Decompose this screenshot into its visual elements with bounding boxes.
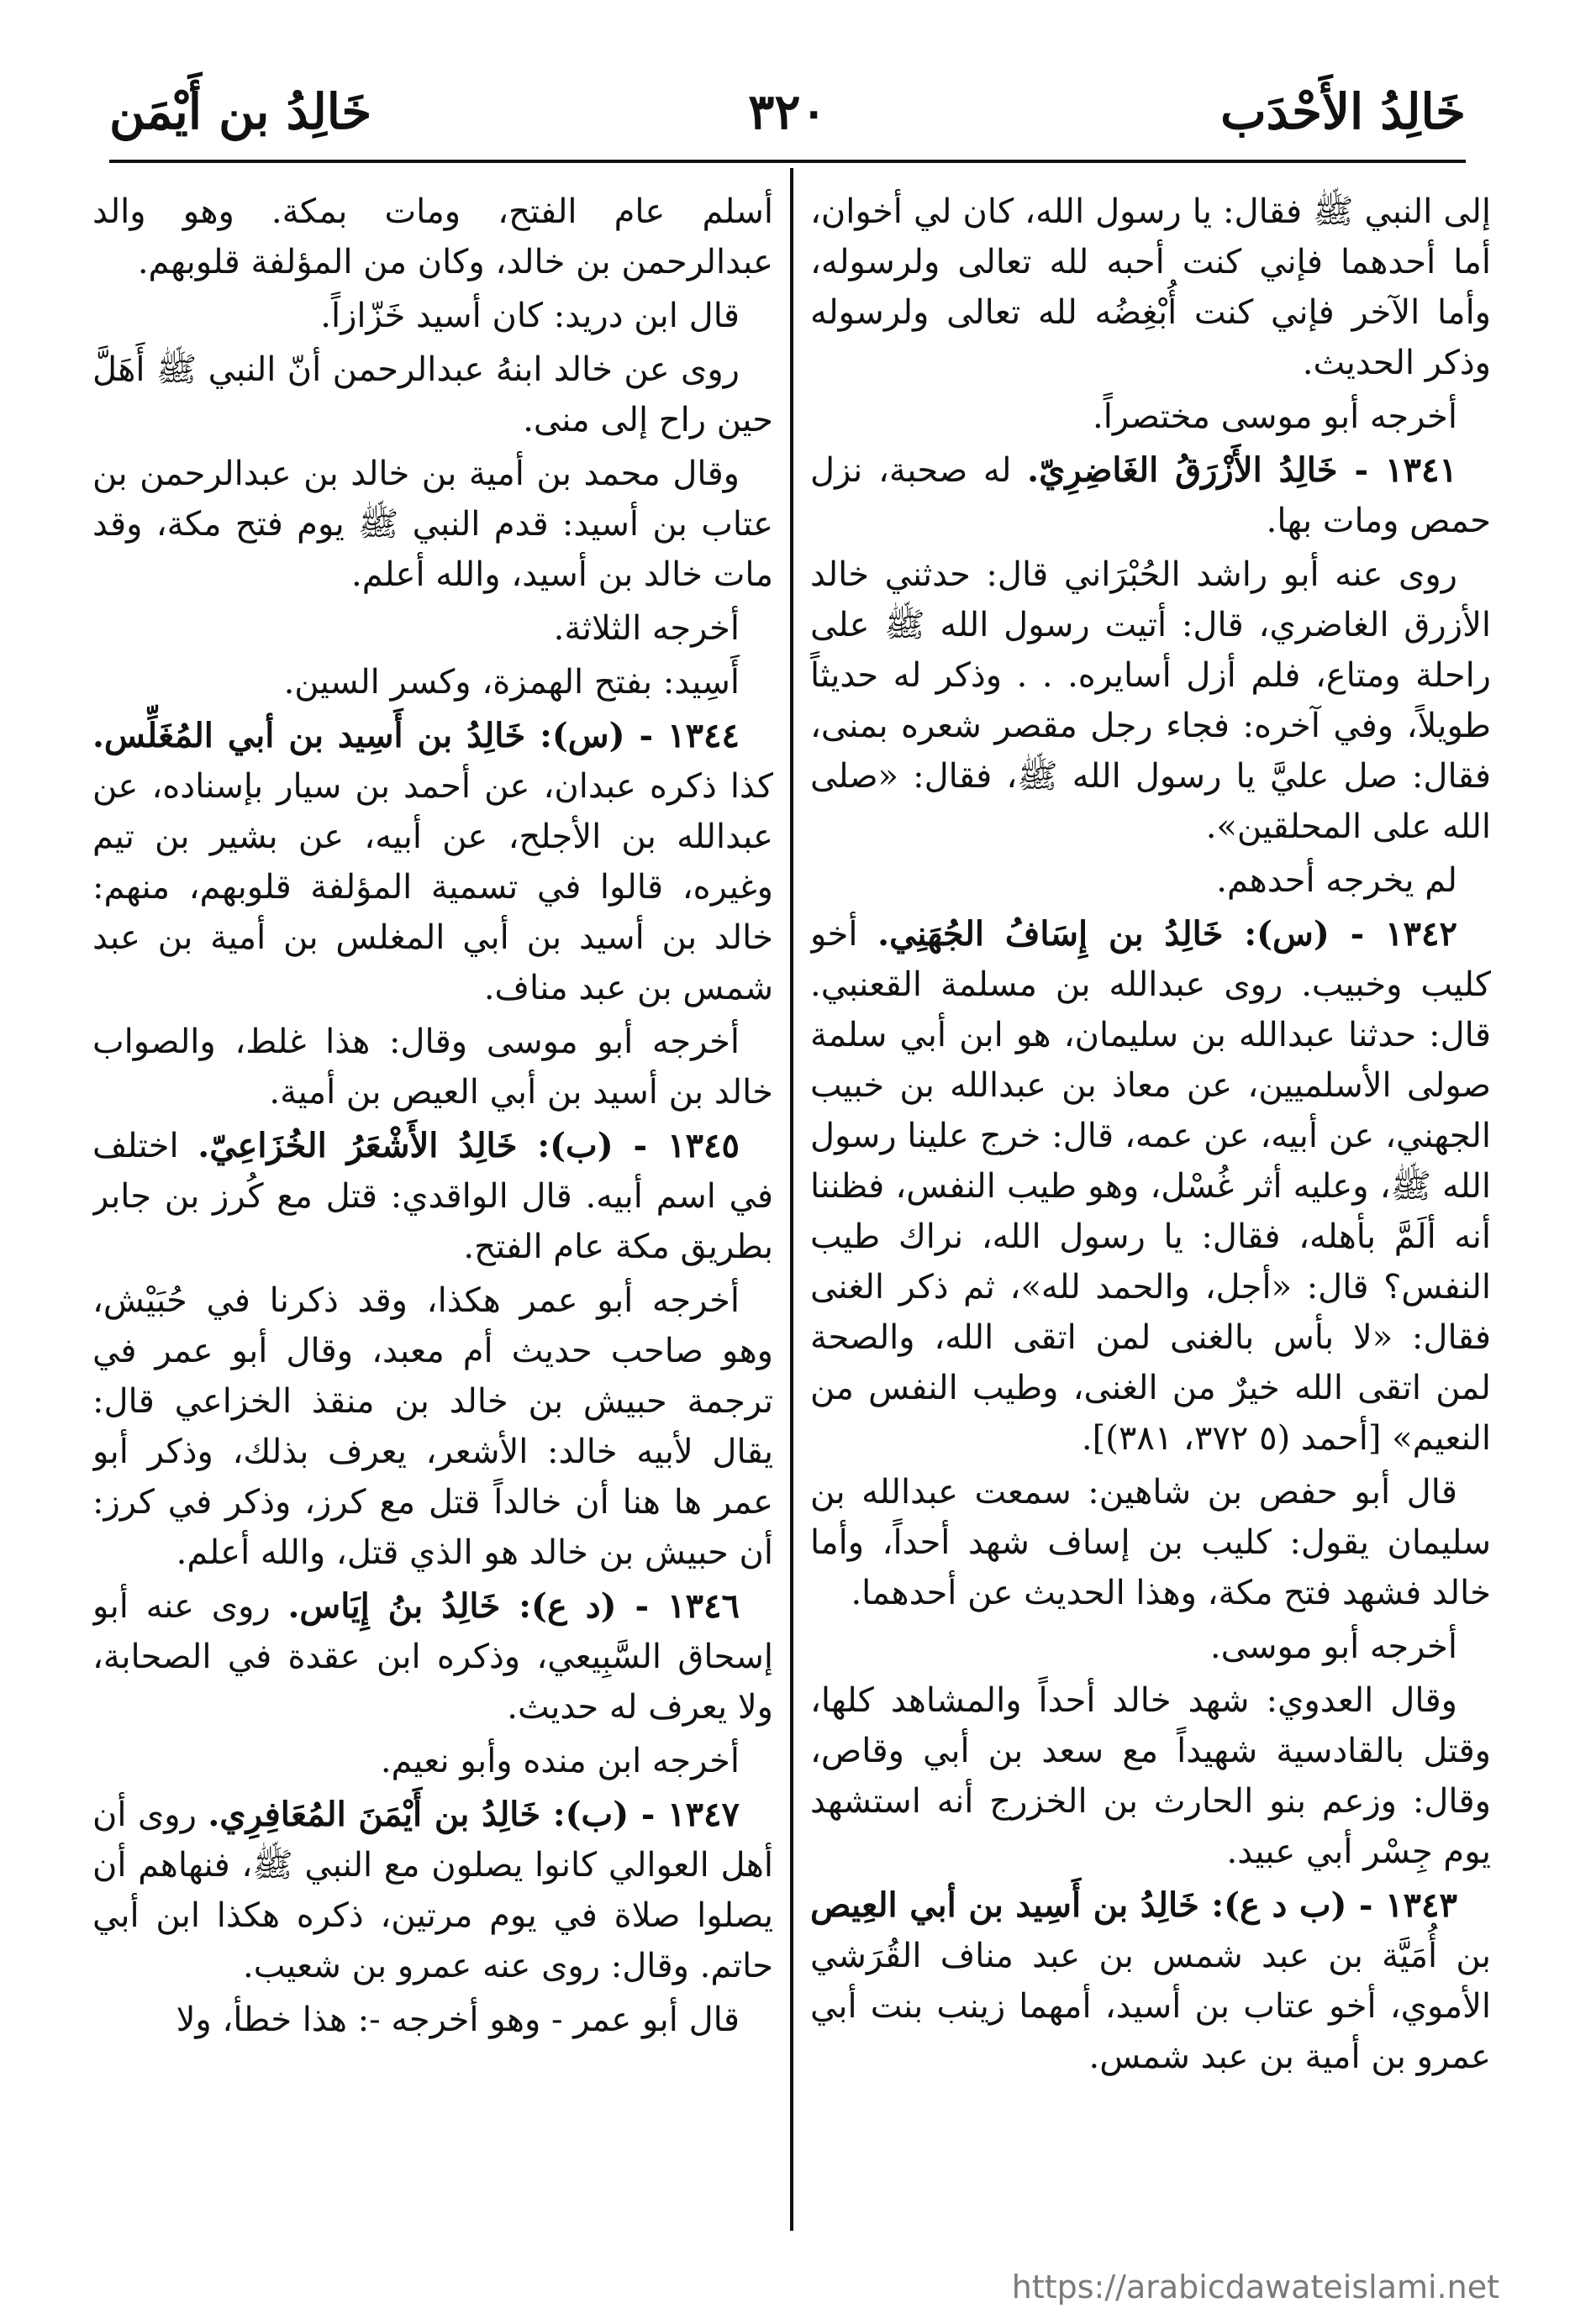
entry-paragraph [810, 909, 1491, 1464]
entry-text: له صحبة، نزل حمص ومات بها. [810, 451, 1491, 540]
entry-paragraph [810, 445, 1491, 546]
paragraph: أخرجه أبو موسى. [1209, 1627, 1457, 1666]
entry-paragraph [92, 1581, 773, 1732]
entry-heading: ١٣٤٢ - (س): خَالِدُ بن إِسَافُ الجُهَنِي. [877, 914, 1457, 954]
paragraph: إلى النبي ﷺ فقال: يا رسول الله، كان لي أخوان، أما أحدهما فإني كنت أحبه لله تعالى ولرسوله، وأما الآخر فإني كنت أُبْغِضُه لله تعالى ولرسوله وذكر الحديث. [810, 192, 1491, 382]
paragraph: أخرجه ابن منده وأبو نعيم. [380, 1742, 740, 1780]
entry-heading: ١٣٤١ - خَالِدُ الأَزْرَقُ الغَاضِرِيّ. [1027, 450, 1457, 490]
paragraph: وقال العدوي: شهد خالد أحداً والمشاهد كلها، وقتل بالقادسية شهيداً مع سعد بن أبي وقاص، وقال: وزعم بنو الحارث بن الخزرج أنه استشهد يوم جِسْر أبي عبيد. [810, 1681, 1491, 1871]
entry-text: اختلف في اسم أبيه. قال الواقدي: قتل مع كُرز بن جابر بطريق مكة عام الفتح. [92, 1127, 773, 1266]
entry-paragraph [92, 711, 773, 1013]
paragraph: روى عنه أبو راشد الحُبْرَاني قال: حدثني خالد الأزرق الغاضري، قال: أتيت رسول الله ﷺ على راحلة ومتاع، فلم أزل أسايره. . . وذكر له حديثاً طويلاً، وفي آخره: فجاء رجل مقصر شعره بمنى، فقال: صل عليَّ يا رسول الله ﷺ، فقال: «صلى الله على المحلقين». [810, 555, 1491, 846]
running-header [109, 74, 1466, 150]
paragraph: لم يخرجه أحدهم. [1216, 861, 1457, 900]
header-left-title: خَالِدُ بن أَيْمَن [109, 83, 372, 140]
entry-heading: ١٣٤٥ - (ب): خَالِدُ الأَشْعَرُ الخُزَاعِيّ. [198, 1126, 740, 1165]
left-column [92, 187, 773, 2220]
paragraph: أخرجه الثلاثة. [553, 609, 740, 648]
entry-paragraph [92, 1121, 773, 1272]
paragraph: قال أبو عمر - وهو أخرجه -: هذا خطأ، ولا [176, 2001, 740, 2039]
header-rule [109, 160, 1466, 163]
column-divider [790, 168, 793, 2231]
paragraph: روى عن خالد ابنهُ عبدالرحمن أنّ النبي ﷺ أَهَلَّ حين راح إلى منى. [92, 350, 773, 439]
header-right-title: خَالِدُ الأَحْدَب [1220, 83, 1466, 140]
page-number: ٣٢٠ [748, 83, 827, 140]
paragraph: أسلم عام الفتح، ومات بمكة. وهو والد عبدالرحمن بن خالد، وكان من المؤلفة قلوبهم. [92, 192, 773, 281]
paragraph: أَسِيد: بفتح الهمزة، وكسر السين. [283, 663, 740, 702]
paragraph: وقال محمد بن أمية بن خالد بن عبدالرحمن بن عتاب بن أسيد: قدم النبي ﷺ يوم فتح مكة، وقد مات خالد بن أسيد، والله أعلم. [92, 455, 773, 594]
entry-text: أخو كليب وخبيب. روى عبدالله بن مسلمة القعنبي. قال: حدثنا عبدالله بن سليمان، هو ابن أبي سلمة صولى الأسلميين، عن معاذ بن عبدالله بن خبيب الجهني، عن أبيه، عن عمه، قال: خرج علينا رسول الله ﷺ، وعليه أثر غُسْل، وهو طيب النفس، فظننا أنه ألَمَّ بأهله، فقال: يا رسول الله، نراك طيب النفس؟ قال: «أجل، والحمد لله»، ثم ذكر الغنى فقال: «لا بأس بالغنى لمن اتقى الله، والصحة لمن اتقى الله خيرٌ من الغنى، وطيب النفس من النعيم» [أحمد (٥ ٣٧٢، ٣٨١)]. [810, 915, 1491, 1458]
paragraph: أخرجه أبو موسى مختصراً. [1093, 397, 1457, 436]
entry-heading: ١٣٤٧ - (ب): خَالِدُ بن أَيْمَنَ المُعَافِرِي. [208, 1795, 740, 1834]
entry-heading: ١٣٤٤ - (س): خَالِدُ بن أَسِيد بن أبي المُغَلِّس. [92, 716, 740, 755]
entry-heading: ١٣٤٦ - (د ع): خَالِدُ بنُ إِيَاس. [287, 1586, 740, 1626]
entry-paragraph [92, 1790, 773, 1991]
paragraph: أخرجه أبو موسى وقال: هذا غلط، والصواب خالد بن أسيد بن أبي العيص بن أمية. [92, 1023, 773, 1112]
entry-text: كذا ذكره عبدان، عن أحمد بن سيار بإسناده، عن عبدالله بن الأجلح، عن أبيه، عن بشير بن تيم وغيره، قالوا في تسمية المؤلفة قلوبهم، منهم: خالد بن أسيد بن أبي المغلس بن أمية بن عبد شمس بن عبد مناف. [92, 767, 773, 1007]
entry-paragraph [810, 1880, 1491, 2082]
entry-heading: ١٣٤٣ - (ب د ع): خَالِدُ بن أَسِيد بن أبي العِيص [810, 1885, 1457, 1925]
paragraph: قال ابن دريد: كان أسيد خَزّازاً. [320, 297, 740, 335]
watermark-url: https://arabicdawateislami.net [1011, 2269, 1499, 2306]
paragraph: قال أبو حفص بن شاهين: سمعت عبدالله بن سليمان يقول: كليب بن إساف شهد أحداً، وأما خالد فشهد فتح مكة، وهذا الحديث عن أحدهما. [810, 1473, 1491, 1612]
entry-text: روى عنه أبو إسحاق السَّبِيعي، وذكره ابن عقدة في الصحابة، ولا يعرف له حديث. [92, 1587, 773, 1727]
entry-text: روى أن أهل العوالي كانوا يصلون مع النبي ﷺ، فنهاهم أن يصلوا صلاة في يوم مرتين، ذكره هكذا ابن أبي حاتم. وقال: روى عنه عمرو بن شعيب. [92, 1796, 773, 1985]
paragraph: أخرجه أبو عمر هكذا، وقد ذكرنا في حُبَيْش، وهو صاحب حديث أم معبد، وقال أبو عمر في ترجمة حبيش بن خالد بن منقذ الخزاعي قال: يقال لأبيه خالد: الأشعر، يعرف بذلك، وذكر أبو عمر ها هنا أن خالداً قتل مع كرز، وذكر في كرز: أن حبيش بن خالد هو الذي قتل، والله أعلم. [92, 1281, 773, 1572]
entry-text: بن أُمَيَّة بن عبد شمس بن عبد مناف القُرَشي الأموي، أخو عتاب بن أسيد، أمهما زينب بنت أبي عمرو بن أمية بن عبد شمس. [810, 1937, 1491, 2076]
right-column [810, 187, 1491, 2220]
